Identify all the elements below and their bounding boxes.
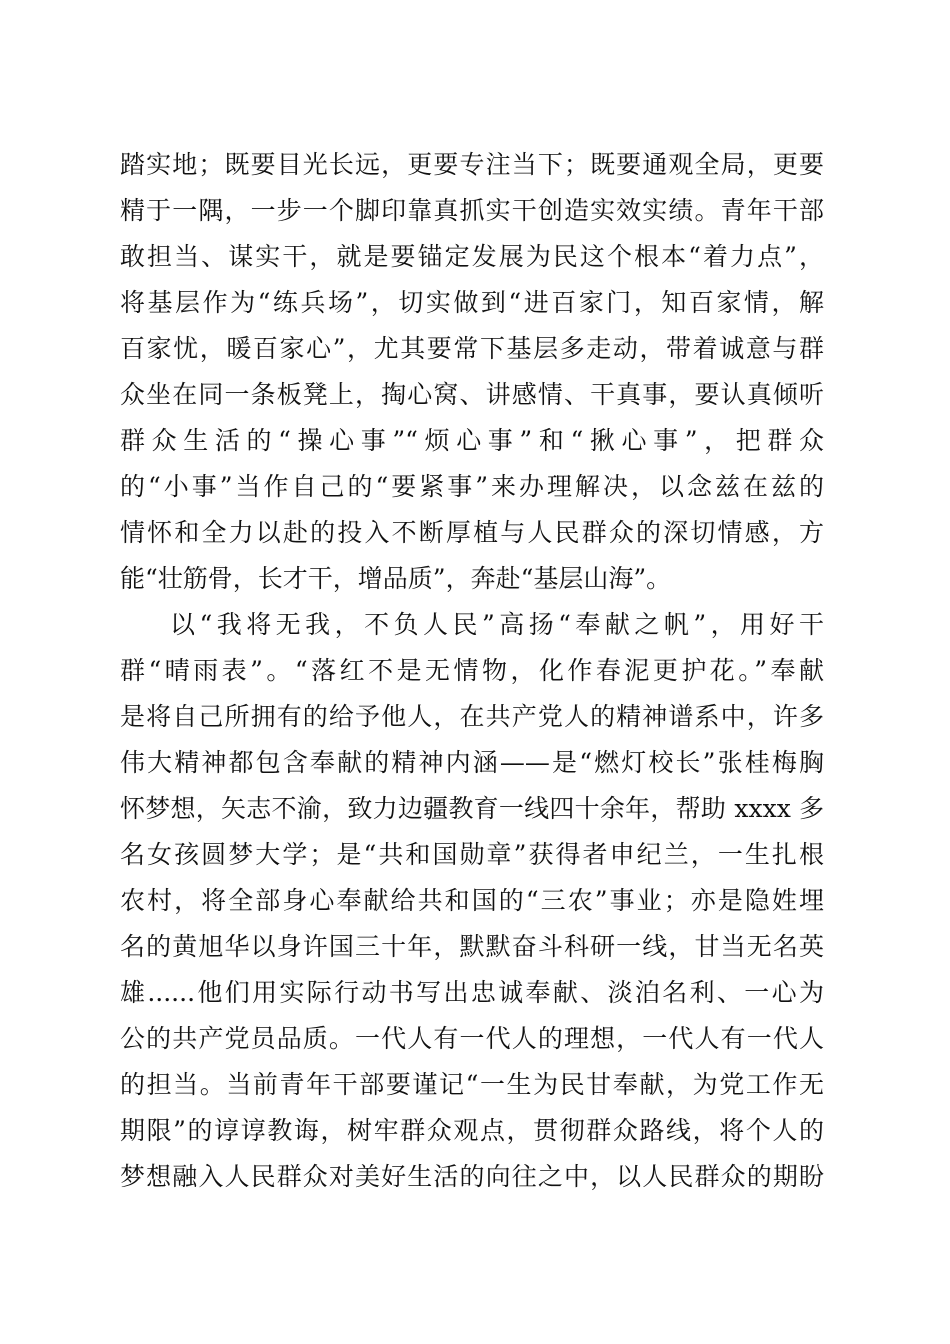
paragraph-1 xyxy=(120,142,824,602)
text-line: 梦想融入人民群众对美好生活的向往之中，以人民群众的期盼 xyxy=(120,1162,824,1191)
text-line: 的“小事”当作自己的“要紧事”来办理解决，以念兹在兹的 xyxy=(120,472,824,501)
document-body xyxy=(120,142,824,1200)
text-line: 百家忧，暖百家心”，尤其要常下基层多走动，带着诚意与群 xyxy=(120,334,824,363)
text-line: 众坐在同一条板凳上，掏心窝、讲感情、干真事，要认真倾听 xyxy=(120,380,824,409)
text-line: 是将自己所拥有的给予他人，在共产党人的精神谱系中，许多 xyxy=(120,702,824,731)
text-line: 以“我将无我，不负人民”高扬“奉献之帆”，用好干 xyxy=(170,610,824,639)
text-line: 伟大精神都包含奉献的精神内涵——是“燃灯校长”张桂梅胸 xyxy=(120,748,824,777)
text-line: 名女孩圆梦大学；是“共和国勋章”获得者申纪兰，一生扎根 xyxy=(120,840,824,869)
text-line: 将基层作为“练兵场”，切实做到“进百家门，知百家情，解 xyxy=(120,288,824,317)
text-line: 踏实地；既要目光长远，更要专注当下；既要通观全局，更要 xyxy=(120,150,824,179)
text-line: 精于一隅，一步一个脚印靠真抓实干创造实效实绩。青年干部 xyxy=(120,196,824,225)
text-line: 敢担当、谋实干，就是要锚定发展为民这个根本“着力点”， xyxy=(120,242,824,271)
text-line: 雄......他们用实际行动书写出忠诚奉献、淡泊名利、一心为 xyxy=(120,978,824,1007)
text-line: 情怀和全力以赴的投入不断厚植与人民群众的深切情感，方 xyxy=(120,518,824,547)
text-line: 能“壮筋骨，长才干，增品质”，奔赴“基层山海”。 xyxy=(120,564,672,593)
text-line: 名的黄旭华以身许国三十年，默默奋斗科研一线，甘当无名英 xyxy=(120,932,824,961)
text-line: 农村，将全部身心奉献给共和国的“三农”事业；亦是隐姓埋 xyxy=(120,886,824,915)
text-line: 公的共产党员品质。一代人有一代人的理想，一代人有一代人 xyxy=(120,1024,824,1053)
text-line: 群“晴雨表”。“落红不是无情物，化作春泥更护花。”奉献 xyxy=(120,656,824,685)
text-line: 的担当。当前青年干部要谨记“一生为民甘奉献，为党工作无 xyxy=(120,1070,824,1099)
text-line: 怀梦想，矢志不渝，致力边疆教育一线四十余年，帮助 xxxx 多 xyxy=(120,794,824,823)
paragraph-2 xyxy=(120,602,824,1200)
text-line: 期限”的谆谆教诲，树牢群众观点，贯彻群众路线，将个人的 xyxy=(120,1116,824,1145)
text-line: 群众生活的“操心事”“烦心事”和“揪心事”，把群众 xyxy=(120,426,824,455)
